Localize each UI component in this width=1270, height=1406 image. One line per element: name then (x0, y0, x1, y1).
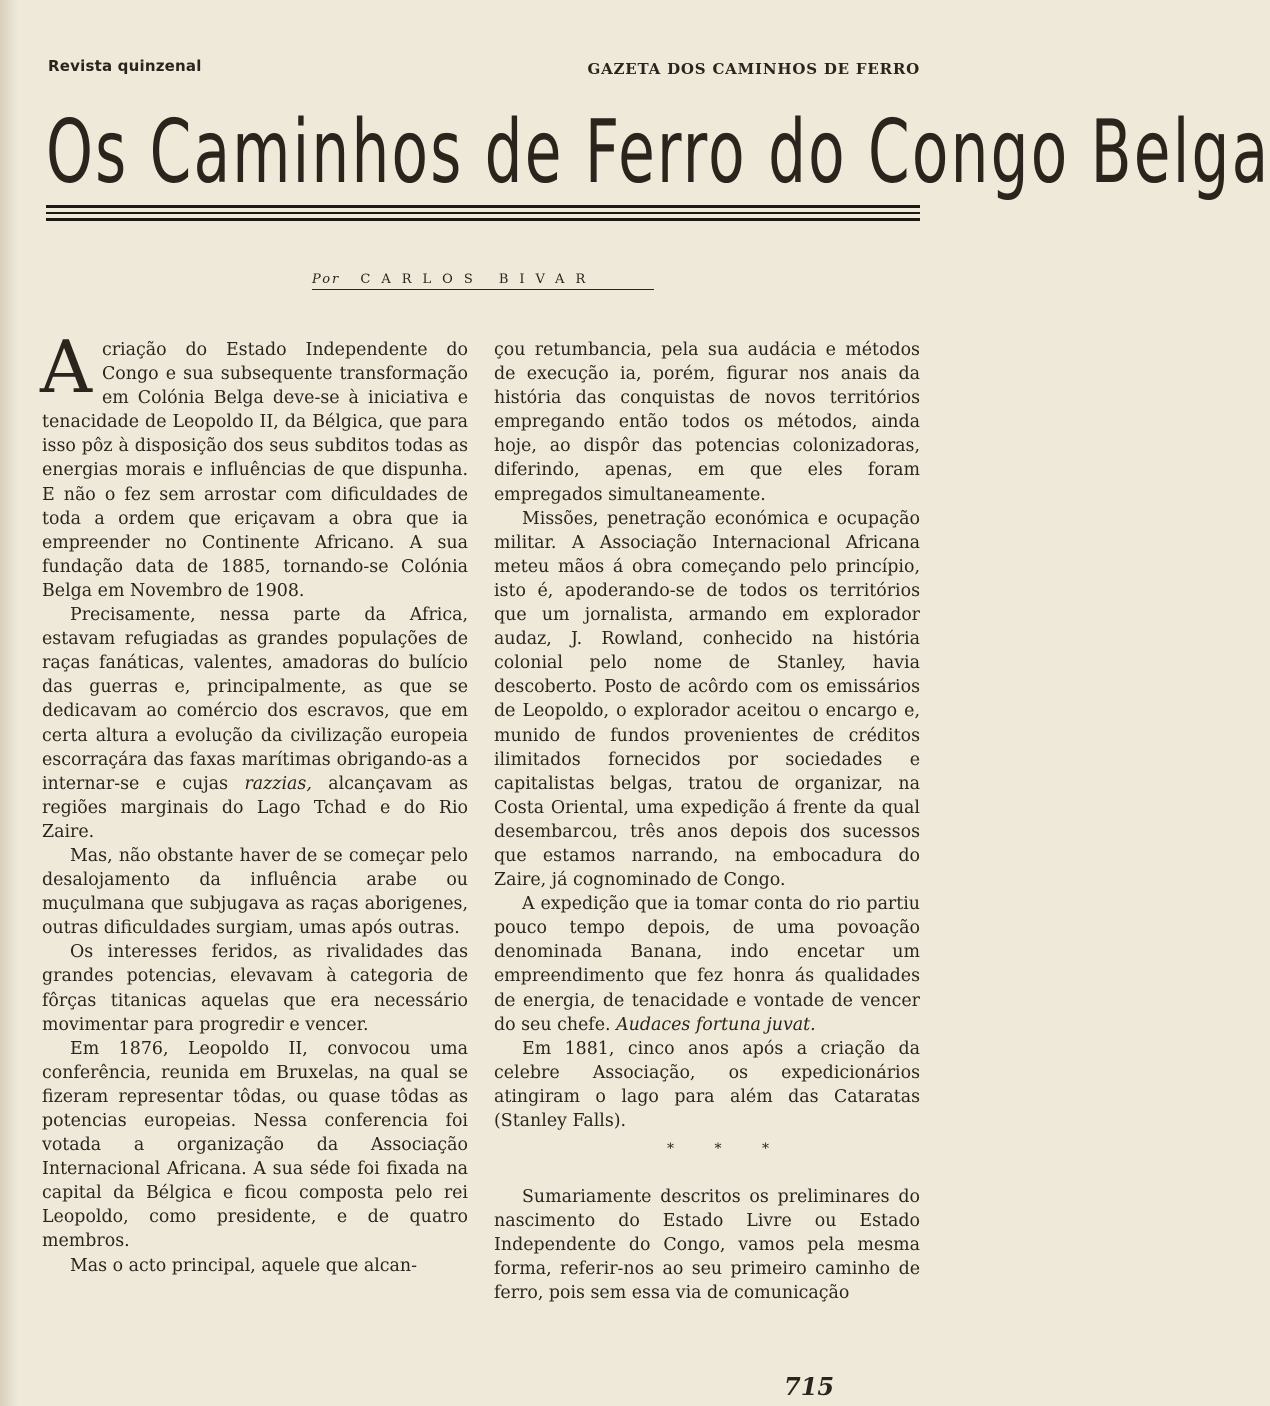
title-rule (46, 218, 920, 221)
article-column-right (494, 338, 920, 1306)
section-separator: * * * (667, 1141, 787, 1158)
title-rule (46, 212, 920, 214)
header-right: GAZETA DOS CAMINHOS DE FERRO (587, 60, 920, 78)
byline-rule (312, 289, 654, 290)
paragraph-text: A expedição que ia tomar conta do rio partiu pouco tempo depois, de uma povoação denominada Banana, indo encetar um empreendimento que fez honra ás qualidades de energia, de tenacidade e vontade de vencer do seu chefe. (494, 894, 920, 1035)
paragraph: Em 1876, Leopoldo II, convocou uma conferência, reunida em Bruxelas, na qual se fizeram representar tôdas, ou quase tôdas as potencias europeias. Nessa conferencia foi votada a organização da Associação Internacional Africana. A sua séde foi fixada na capital da Bélgica e ficou composta pelo rei Leopoldo, como presidente, e de quatro membros. (42, 1038, 468, 1252)
drop-cap: A (40, 325, 92, 409)
byline-author: CARLOS BIVAR (360, 272, 597, 287)
header-left: Revista quinzenal (48, 57, 202, 75)
paragraph-text: Precisamente, nessa parte da Africa, estavam refugiadas as grandes populações de raças fanáticas, valentes, amadoras do bulício das guerras e, principalmente, as que se dedicavam ao comércio dos escravos, que em certa altura a evolução da civilização europeia escorraçára das faxas marítimas obrigando-as a internar-se e cujas (42, 605, 468, 794)
paragraph-text: criação do Estado Independente do Congo e sua subsequente transformação em Colónia Belga deve-se à iniciativa e tenacidade de Leopoldo II, da Bélgica, que para isso pôz à disposição dos seus subditos todas as energias morais e influências de que dispunha. E não o fez sem arrostar com dificuldades de toda a ordem que eriçavam a obra que ia empreender no Continente Africano. A sua fundação data de 1885, tornando-se Colónia Belga em Novembro de 1908. (42, 340, 468, 601)
paragraph: Os interesses feridos, as rivalidades das grandes potencias, elevavam à categoria de fôrças titanicas aquelas que era necessário movimentar para progredir e vencer. (42, 942, 468, 1035)
article-title: Os Caminhos de Ferro do Congo Belga (46, 100, 1270, 203)
title-rule (46, 205, 920, 208)
paragraph (494, 892, 920, 1037)
paragraph (40, 325, 468, 603)
article-column-left (40, 325, 468, 1278)
paragraph: Missões, penetração económica e ocupação militar. A Associação Internacional Africana meteu mãos á obra começando pelo princípio, isto é, apoderando-se de todos os territórios que um jornalista, armando em explorador audaz, J. Rowland, conhecido na história colonial pelo nome de Stanley, havia descoberto. Posto de acôrdo com os emissários de Leopoldo, o explorador aceitou o encargo e, munido de fundos provenientes de créditos ilimitados fornecidos por sociedades e capitalistas belgas, tratou de organizar, na Costa Oriental, uma expedição á frente da qual desembarcou, três anos depois dos sucessos que estamos narrando, na embocadura do Zaire, já cognominado de Congo. (494, 508, 920, 891)
page-edge-shadow (0, 0, 18, 1406)
paragraph: çou retumbancia, pela sua audácia e métodos de execução ia, porém, figurar nos anais da história das conquistas de novos territórios empregando então todos os métodos, ainda hoje, ao dispôr das potencias colonizadoras, diferindo, apenas, em que eles foram empregados simultaneamente. (494, 340, 920, 505)
paragraph: Sumariamente descritos os preliminares do nascimento do Estado Livre ou Estado Independente do Congo, vamos pela mesma forma, referir-nos ao seu primeiro caminho de ferro, pois sem essa via de comunicação (494, 1187, 920, 1304)
italic-term: razzias, (244, 773, 312, 794)
paragraph: Em 1881, cinco anos após a criação da celebre Associação, os expedicionários atingiram o lago para além das Cataratas (Stanley Falls). (494, 1038, 920, 1131)
paragraph-text: alcançavam as regiões marginais do Lago Tchad e do Rio Zaire. (42, 773, 468, 842)
paragraph: Mas o acto principal, aquele que alcan- (70, 1255, 417, 1276)
paragraph (42, 603, 468, 844)
byline-prefix: Por (312, 272, 341, 287)
page-number: 715 (784, 1372, 835, 1401)
italic-motto: Audaces fortuna juvat. (616, 1014, 816, 1035)
paragraph: Mas, não obstante haver de se começar pelo desalojamento da influência arabe ou muçulmana que subjugava as raças aborigenes, outras dificuldades surgiam, umas após outras. (42, 845, 468, 939)
byline (312, 272, 596, 287)
